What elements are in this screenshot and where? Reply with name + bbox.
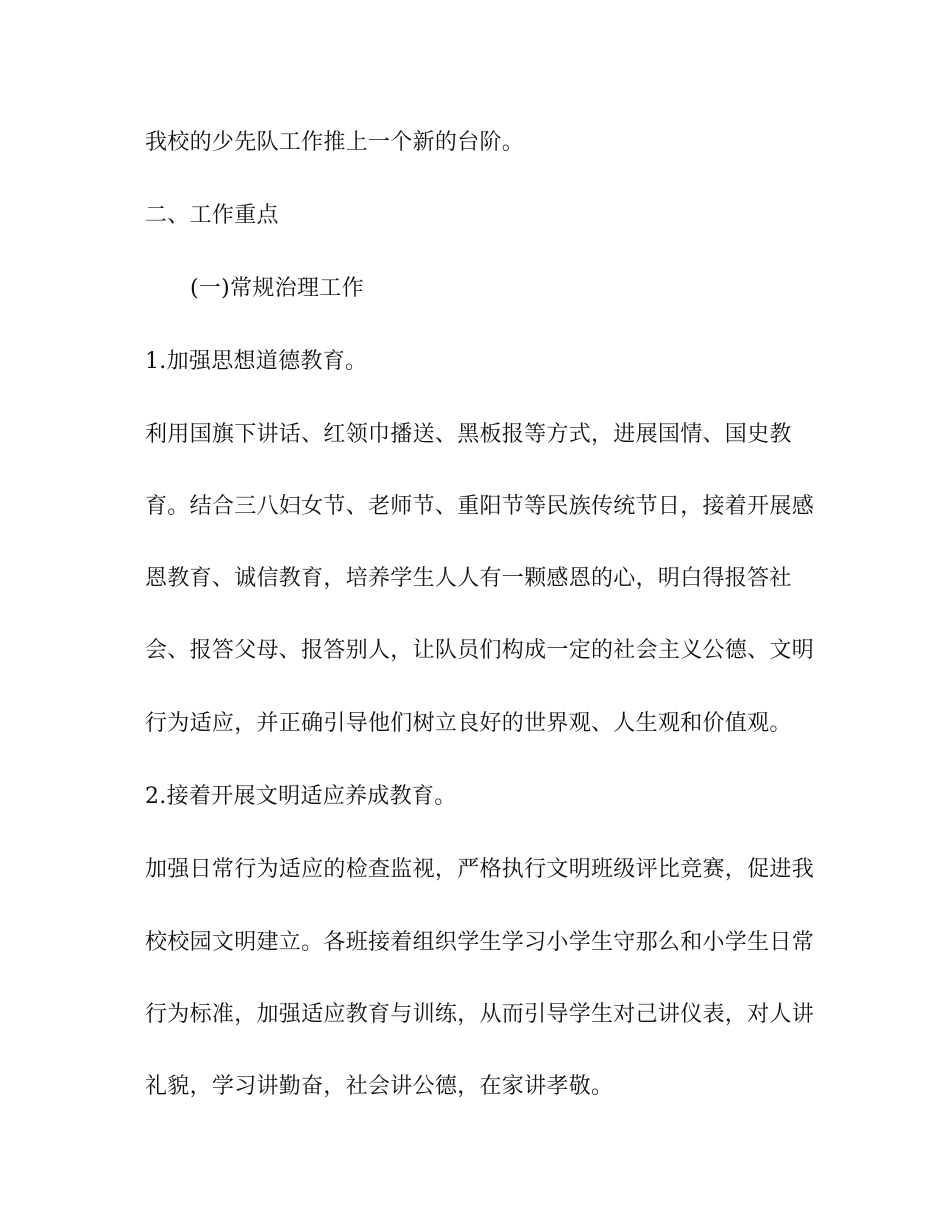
- item-heading: 2.接着开展文明适应养成教育。: [145, 784, 457, 809]
- paragraph-line: 校校园文明建立。各班接着组织学生学习小学生守那么和小学生日常: [145, 930, 815, 955]
- item-heading: 1.加强思想道德教育。: [145, 349, 368, 374]
- paragraph-line: 我校的少先队工作推上一个新的台阶。: [145, 130, 525, 155]
- paragraph-line: 会、报答父母、报答别人，让队员们构成一定的社会主义公德、文明: [145, 638, 815, 663]
- section-heading: 二、工作重点: [145, 203, 279, 228]
- paragraph-line: 育。结合三八妇女节、老师节、重阳节等民族传统节日，接着开展感: [145, 494, 815, 519]
- paragraph-line: 行为标准，加强适应教育与训练，从而引导学生对己讲仪表，对人讲: [145, 1002, 815, 1027]
- subsection-heading: (一)常规治理工作: [190, 276, 364, 301]
- paragraph-line: 行为适应，并正确引导他们树立良好的世界观、人生观和价值观。: [145, 711, 792, 736]
- paragraph-line: 利用国旗下讲话、红领巾播送、黑板报等方式，进展国情、国史教: [145, 422, 792, 447]
- paragraph-line: 礼貌，学习讲勤奋，社会讲公德，在家讲孝敬。: [145, 1074, 614, 1099]
- paragraph-line: 恩教育、诚信教育，培养学生人人有一颗感恩的心，明白得报答社: [145, 566, 792, 591]
- paragraph-line: 加强日常行为适应的检查监视，严格执行文明班级评比竞赛，促进我: [145, 857, 815, 882]
